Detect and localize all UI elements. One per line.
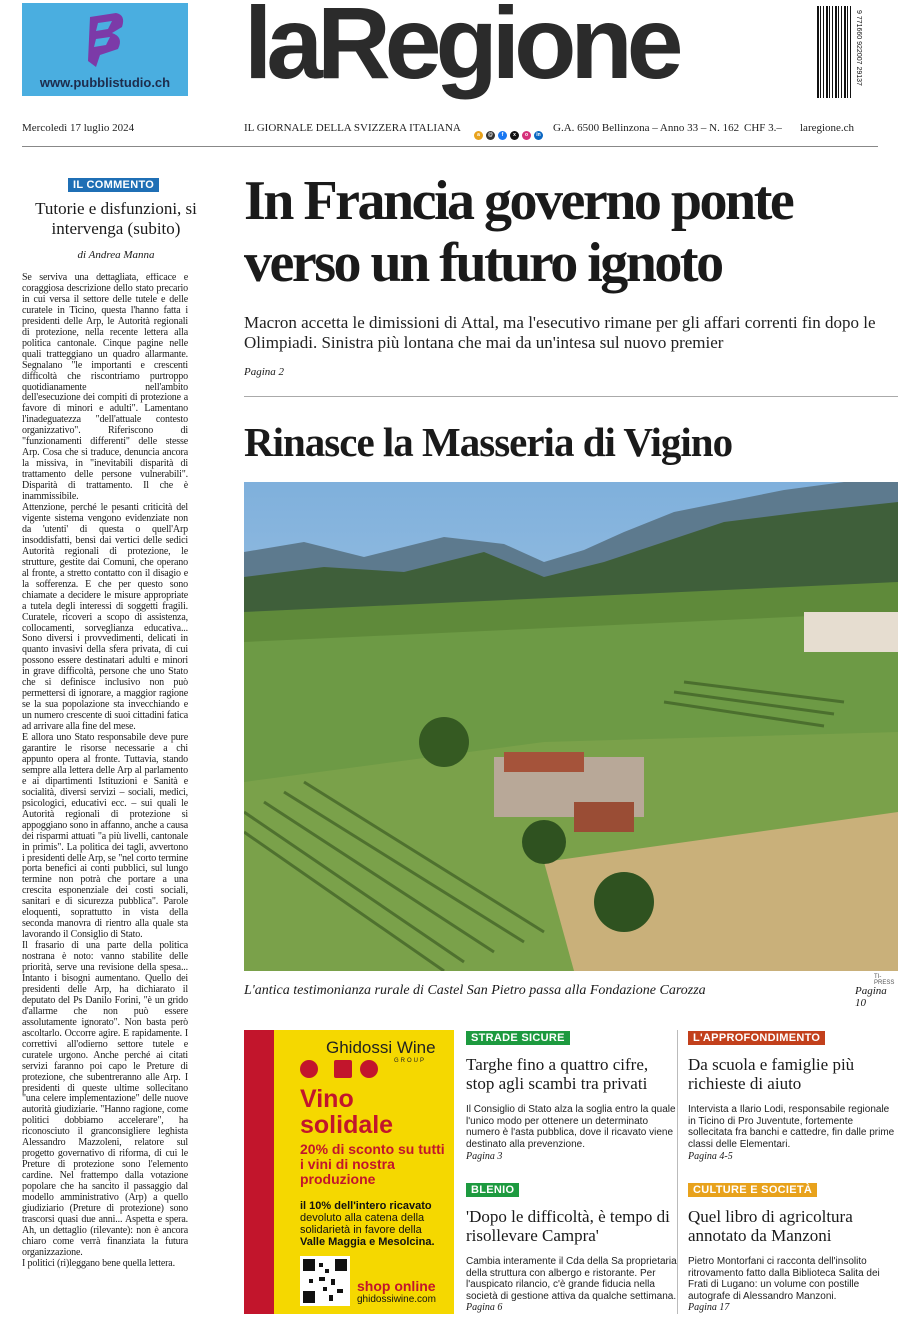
ad-offer: 20% di sconto su tutti i vini di nostra produzione (300, 1141, 445, 1187)
brief-4-body: Pietro Montorfani ci racconta dell'insolito ritrovamento fatto dalla Biblioteca Salita dei Frati di Lugano: un volume con postille autografe di Alessandro Manzoni. (688, 1256, 880, 1302)
brief-3-body: Cambia interamente il Cda della Sa proprietaria della struttura con albergo e ristorante. Per l'auspicato rilancio, c'è grande fiducia nella società di gestione attiva da qualche settimana. (466, 1256, 677, 1302)
masthead-logo[interactable]: laRegione (244, 0, 678, 100)
lead-subtitle: Macron accetta le dimissioni di Attal, ma l'esecutivo rimane per gli affari correnti fin dopo le Olimpiadi. Sinistra più lontana che mai da un'intesa sul nuovo premier (244, 313, 876, 352)
ad-headline (300, 1086, 393, 1138)
photo-credit: TI-PRESS (874, 974, 895, 986)
price: CHF 3.– (744, 122, 782, 134)
ad-group: GROUP (394, 1058, 427, 1064)
ad-donation (300, 1200, 452, 1248)
ad-website[interactable]: ghidossiwine.com (357, 1294, 436, 1305)
app-icon[interactable]: a (474, 131, 483, 140)
brief-4-tag: CULTURE E SOCIETÀ (688, 1183, 817, 1197)
brief-2-tag: L'APPROFONDIMENTO (688, 1031, 825, 1045)
lead-headline[interactable]: In Francia governo ponte verso un futuro ignoto (244, 170, 793, 294)
threads-icon[interactable]: @ (486, 131, 495, 140)
edition-info: G.A. 6500 Bellinzona – Anno 33 – N. 162 (553, 122, 740, 134)
brief-1-tag: STRADE SICURE (466, 1031, 570, 1045)
qr-code-icon[interactable] (300, 1256, 350, 1306)
commento-tag: IL COMMENTO (68, 178, 159, 192)
pubblistudio-logo-icon (82, 11, 128, 69)
lead-rule (244, 396, 898, 397)
lead-page-ref: Pagina 2 (244, 366, 285, 378)
commento-body: Se serviva una dettagliata, efficace e coraggiosa descrizione dello stato precario in cui versa il settore delle tutele e delle curatele in Ticino, questa l'hanno fatta i presidenti delle Arp, le Autorità regionali di protezione, nella recente lettera alla politica cantonale. Cinque pagine nelle quali tratteggiano un quadro allarmante. Segnalano "le importanti e crescenti difficoltà che riscontriamo purtroppo quotidianamente nell'ambito dell'esecuzione dei compiti di protezione a favore di minori e adulti". Lamentano l'inadeguatezza "dell'attuale contesto organizzativo". Riferiscono di "funzionamenti differenti" delle stesse Arp. Cosa che si traduce, denuncia ancora la missiva, in "inevitabili disparità di trattamento delle persone vulnerabili". Disparità di trattamento. Il che è inammissibile. Attenzione, perché le pesanti criticità del vigente sistema vengono evidenziate non da 'utenti' di questa o quell'Arp insoddisfatti, bensì dai vertici delle sedici Autorità regionali di protezione, le strutture, gestite dai Comuni, che operano al fronte, a stretto contatto con il disagio e la sofferenza. E che per questo sono chiamate a decidere le misure appropriate a tutela degli interessi di soggetti fragili. Curatele, ricoveri a scopo di assistenza, collocamenti, sorveglianza educativa... Sono diversi i provvedimenti, delicati in quanto invasivi della sfera privata, di cui possono essere destinatari adulti e minori in grave difficoltà, persone che uno Stato che si definisce inclusivo non può permettersi di ignorare, a maggior ragione se la sua popolazione sta invecchiando e un numero crescente di suoi cittadini fatica ad arrivare alla fine del mese. E allora uno Stato responsabile deve pure garantire le risorse necessarie a chi appunto opera al fronte. Tuttavia, stando sempre alla lettera delle Arp al parlamento e ai dipartimenti Istituzioni e Sanità e socialità, diversi servizi – sociali, medici, psicologici, educativi ecc. – sui quali le Autorità regionali di protezione si appoggiano sono in affanno, anche a causa dei risparmi attuati "a più livelli, cantonale in primis". La politica dei tagli, avvertono i presidenti delle Arp, se "nel corto termine porta benefici ai conti pubblici, sul lungo termine non potrà che portare a una crescita esponenziale dei costi sociali, sanitari e di sicurezza pubblica". Parole eloquenti, soprattutto in vista della seconda manovra di rientro alla quale sta lavorando il Consiglio di Stato. Il frasario di una parte della politica nostrana è noto: vanno stabilite delle priorità, serve una revisione della spesa... Intanto i bisogni aumentano. Quello dei presidenti delle Arp, ha dichiarato il deputato del Ps Danilo Forini, "è un grido d'allarme che non può essere assolutamente ignorato". Non basta però ascoltarlo. Occorre agire. E rapidamente. I correttivi all'odierno settore tutele e curatele urgono. Anche perché ai citati servizi faranno poi capo le Preture di protezione, che subentreranno alle Arp. I presidenti di queste ultime sollecitano "una celere implementazione" delle nuove autorità giudiziarie. "Hanno ragione, come politici dobbiamo accelerare", ha riconosciuto il granconsigliere leghista Alessandro Mazzoleni, relatore sul progetto governativo di riforma, di cui le Preture di protezione sono l'elemento cardine. Nel frattempo dalla votazione popolare che ha sancito il passaggio dal modello amministrativo (Arp) a quello giudiziario (Preture di protezione) sono trascorsi quasi due anni... Aspetta e spera. Ah, un dettaglio (rilevante): non è ancora chiaro come verrà finanziata la futura organizzazione. I politici (ri)leggano bene quella lettera. (22, 273, 188, 1269)
brief-1-body: Il Consiglio di Stato alza la soglia entro la quale l'unico modo per ottenere un determinato numero è l'asta pubblica, dove il ricavato viene destinato alla prevenzione. (466, 1104, 676, 1150)
linkedin-icon[interactable]: in (534, 131, 543, 140)
issue-date: Mercoledì 17 luglio 2024 (22, 122, 135, 134)
brief-1-title[interactable]: Targhe fino a quattro cifre, stop agli scambi tra privati (466, 1055, 649, 1093)
brief-4-title[interactable]: Quel libro di agricoltura annotato da Manzoni (688, 1207, 853, 1245)
second-headline[interactable]: Rinasce la Masseria di Vigino (244, 419, 733, 465)
tagline: IL GIORNALE DELLA SVIZZERA ITALIANA (244, 122, 461, 134)
wine-bottle-graphic (244, 1030, 274, 1314)
brief-1-page: Pagina 3 (466, 1151, 503, 1162)
commento-title[interactable]: Tutorie e disfunzioni, si intervenga (subito) (35, 199, 197, 238)
site-link[interactable]: laregione.ch (800, 122, 855, 134)
logo-square-icon (334, 1060, 352, 1078)
ad-donation-2: devoluto alla catena della solidarietà in favore della (300, 1212, 425, 1236)
briefs-divider (677, 1030, 678, 1314)
brand-emblem-icon (300, 1060, 318, 1078)
brief-4-page: Pagina 17 (688, 1302, 730, 1313)
ad-brand: Ghidossi Wine (326, 1038, 436, 1057)
ad-donation-3: Valle Maggia e Mesolcina. (300, 1236, 435, 1248)
brief-3-page: Pagina 6 (466, 1302, 503, 1313)
second-page-ref: Pagina 10 (855, 985, 887, 1009)
brief-3-tag: BLENIO (466, 1183, 519, 1197)
ad-headline-1: Vino (300, 1085, 354, 1113)
instagram-icon[interactable]: o (522, 131, 531, 140)
barcode-number: 9 771660 922007 29137 (855, 10, 862, 86)
aerial-landscape-image (244, 482, 898, 971)
ad-donation-1: il 10% dell'intero ricavato (300, 1200, 432, 1212)
commento-author: di Andrea Manna (77, 249, 155, 261)
brief-3-title[interactable]: 'Dopo le difficoltà, è tempo di risollevare Campra' (466, 1207, 670, 1245)
ghidossi-wine-ad[interactable] (244, 1030, 454, 1314)
barcode (817, 6, 853, 98)
grapes-icon (360, 1060, 378, 1078)
brief-2-page: Pagina 4-5 (688, 1151, 733, 1162)
ad-url: www.pubblistudio.ch (39, 75, 171, 90)
shop-online-label: shop online (357, 1278, 436, 1294)
facebook-icon[interactable]: f (498, 131, 507, 140)
column-divider (226, 170, 227, 1310)
brief-2-title[interactable]: Da scuola e famiglie più richieste di aiuto (688, 1055, 855, 1093)
photo-caption: L'antica testimonianza rurale di Castel San Pietro passa alla Fondazione Carozza (244, 983, 706, 998)
pubblistudio-ad[interactable] (22, 3, 188, 96)
ad-headline-2: solidale (300, 1111, 394, 1139)
header-rule (22, 146, 878, 147)
masseria-photo[interactable] (244, 482, 898, 971)
brief-2-body: Intervista a Ilario Lodi, responsabile regionale in Ticino di Pro Juventute, fortemente sollecitata fra banchi e cattedre, fin dalle prime classi delle Elementari. (688, 1104, 895, 1150)
x-icon[interactable]: x (510, 131, 519, 140)
